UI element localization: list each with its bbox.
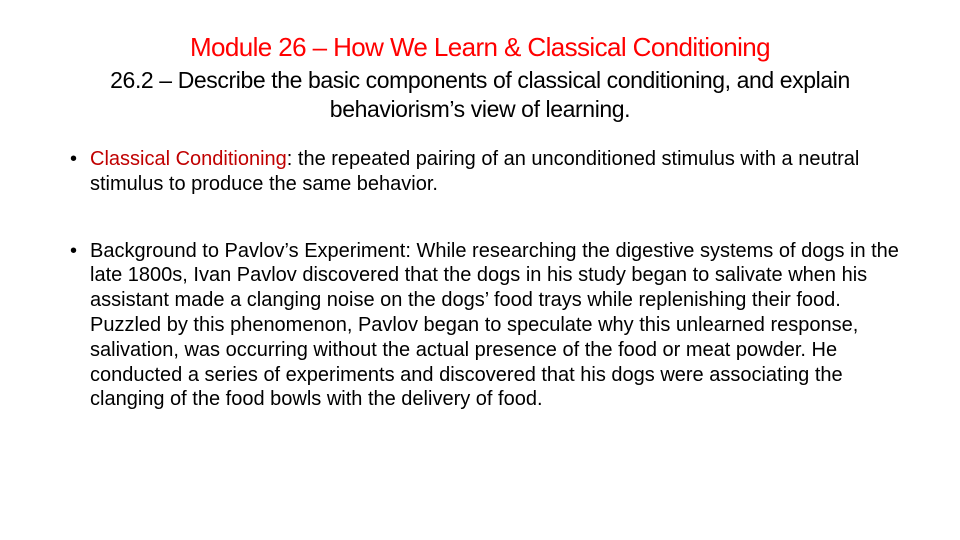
- bullet-classical-conditioning: [70, 147, 900, 197]
- bullet-list: [70, 147, 900, 412]
- term-classical-conditioning: Classical Conditioning: [90, 148, 287, 170]
- learning-objective: 26.2 – Describe the basic components of classical conditioning, and explain behaviorism’s view of learning.: [110, 67, 850, 122]
- module-title: Module 26 – How We Learn & Classical Conditioning: [189, 32, 770, 62]
- bullet-pavlov-background: [70, 239, 900, 413]
- bullet-marker: •: [70, 239, 78, 262]
- bullet-marker: •: [70, 148, 78, 170]
- background-text: Background to Pavlov’s Experiment: While researching the digestive systems of dogs in the late 1800s, Ivan Pavlov discovered that the dogs in his study began to salivate when his assistant made a clanging noise on the dogs’ food trays while replenishing their food. Puzzled by this phenomenon, Pavlov began to speculate why this unlearned response, salivation, was occurring without the actual presence of the food or meat powder. He conducted a series of experiments and discovered that his dogs were associating the clanging of the food bowls with the delivery of food.: [90, 239, 899, 411]
- title-block: [60, 30, 900, 124]
- definition-text: : the repeated pairing of an unconditioned stimulus with a neutral stimulus to produce the same behavior.: [90, 148, 860, 195]
